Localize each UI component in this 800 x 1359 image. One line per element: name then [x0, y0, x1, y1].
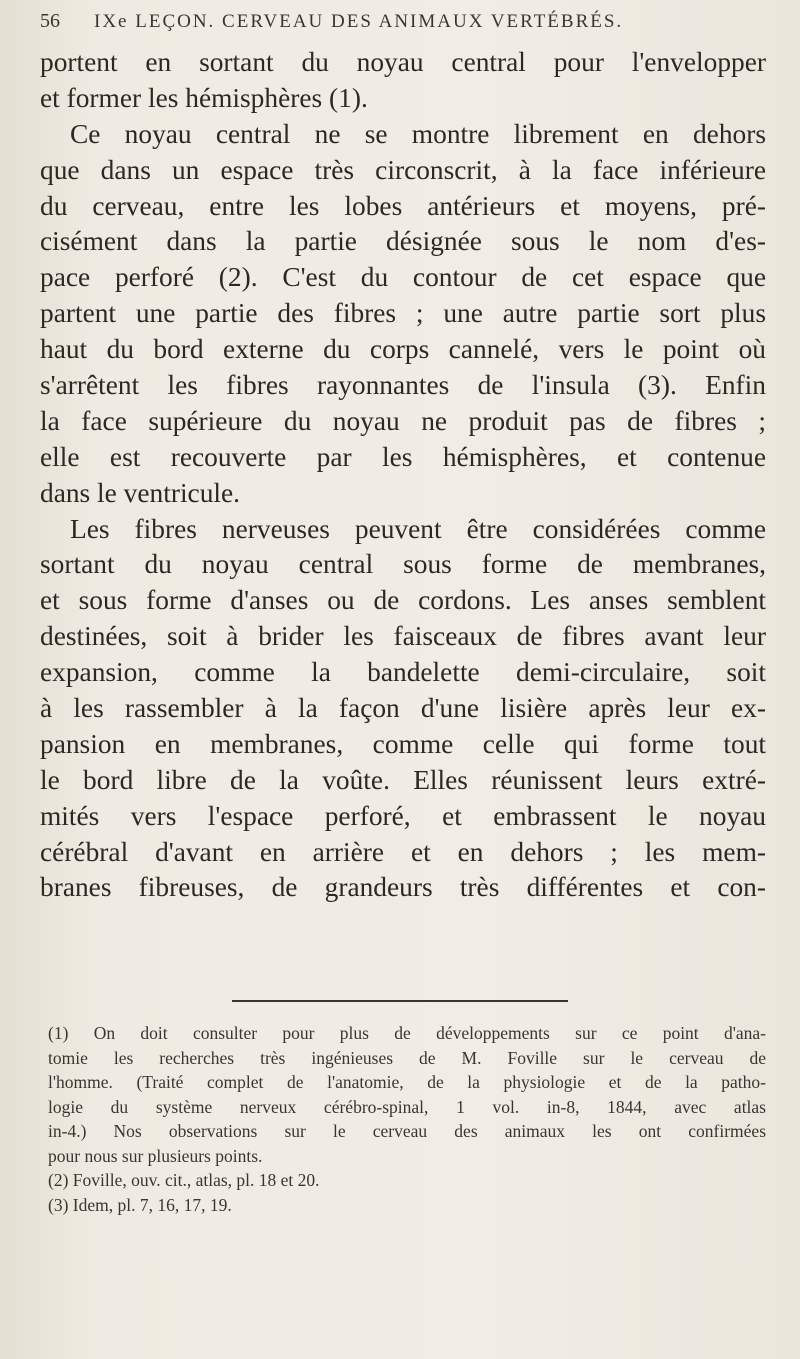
body-line: la face supérieure du noyau ne produit pas de fibres ;: [40, 405, 766, 436]
footnote-line: (2) Foville, ouv. cit., atlas, pl. 18 et 20.: [48, 1170, 320, 1190]
body-line: à les rassembler à la façon d'une lisière après leur ex-: [40, 693, 766, 724]
body-line: elle est recouverte par les hémisphères, et contenue: [40, 441, 766, 472]
body-line: haut du bord externe du corps cannelé, vers le point où: [40, 334, 766, 365]
running-head-title: IXe LEÇON. CERVEAU DES ANIMAUX VERTÉBRÉS.: [94, 11, 624, 32]
body-line: et sous forme d'anses ou de cordons. Les anses semblent: [40, 585, 766, 616]
body-line: dans le ventricule.: [40, 477, 241, 508]
body-line: le bord libre de la voûte. Elles réunissent leurs extré-: [40, 764, 766, 795]
body-line: pansion en membranes, comme celle qui forme tout: [40, 728, 766, 759]
body-line: du cerveau, entre les lobes antérieurs et moyens, pré-: [40, 190, 766, 221]
body-line: Les fibres nerveuses peuvent être considérées comme: [70, 513, 766, 544]
body-text: [40, 45, 766, 906]
body-line: expansion, comme la bandelette demi-circulaire, soit: [40, 657, 766, 688]
body-line: et former les hémisphères (1).: [40, 82, 368, 113]
body-line: branes fibreuses, de grandeurs très différentes et con-: [40, 872, 766, 903]
footnotes: [48, 1021, 766, 1217]
footnote-line: (3) Idem, pl. 7, 16, 17, 19.: [48, 1194, 232, 1215]
body-line: sortant du noyau central sous forme de membranes,: [40, 549, 766, 580]
body-line: que dans un espace très circonscrit, à la face inférieure: [40, 154, 766, 185]
body-line: portent en sortant du noyau central pour l'envelopper: [40, 47, 766, 77]
body-line: destinées, soit à brider les faisceaux de fibres avant leur: [40, 621, 766, 652]
body-line: Ce noyau central ne se montre librement en dehors: [70, 118, 766, 149]
body-line: pace perforé (2). C'est du contour de cet espace que: [40, 262, 766, 293]
body-line: cérébral d'avant en arrière et en dehors ; les mem-: [40, 836, 766, 867]
running-head: [40, 10, 780, 42]
footnote-line: l'homme. (Traité complet de l'anatomie, de la physiologie et de la patho-: [48, 1072, 766, 1092]
footnote-line: logie du système nerveux cérébro-spinal, 1 vol. in-8, 1844, avec atlas: [48, 1096, 766, 1117]
footnote-divider: [232, 1000, 568, 1002]
page-number: 56: [40, 10, 60, 32]
body-line: mités vers l'espace perforé, et embrassent le noyau: [40, 800, 766, 831]
body-line: s'arrêtent les fibres rayonnantes de l'insula (3). Enfin: [40, 370, 766, 401]
footnote-line: pour nous sur plusieurs points.: [48, 1145, 263, 1166]
body-line: partent une partie des fibres ; une autre partie sort plus: [40, 298, 766, 329]
footnote-line: tomie les recherches très ingénieuses de M. Foville sur le cerveau de: [48, 1047, 766, 1068]
body-line: cisément dans la partie désignée sous le nom d'es-: [40, 226, 766, 257]
footnote-line: (1) On doit consulter pour plus de développements sur ce point d'ana-: [48, 1023, 766, 1043]
footnote-line: in-4.) Nos observations sur le cerveau des animaux les ont confirmées: [48, 1121, 766, 1141]
